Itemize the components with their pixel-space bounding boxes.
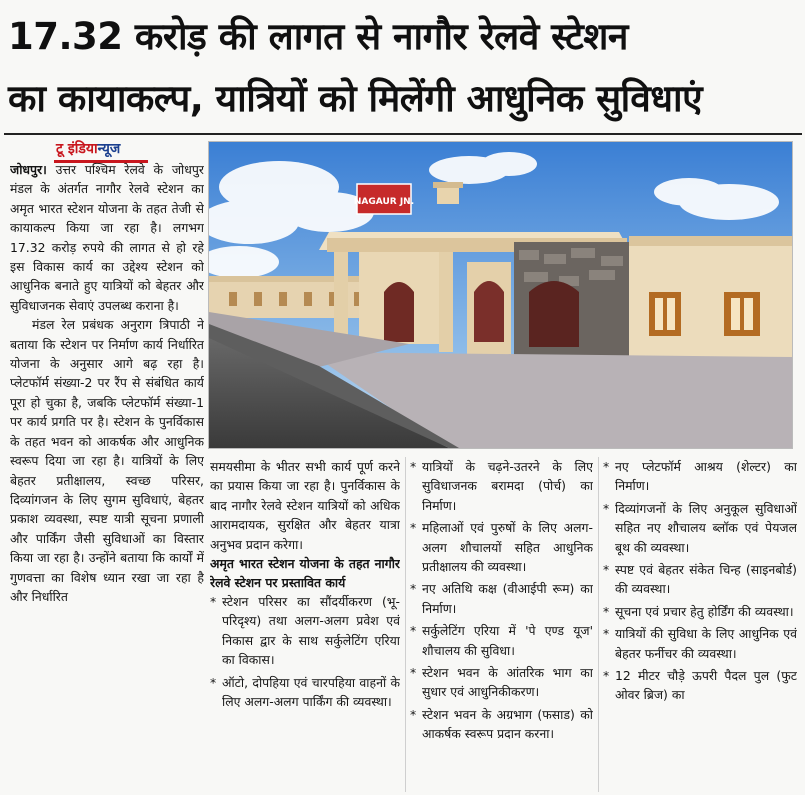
publication-logo <box>56 139 120 159</box>
list-item: * महिलाओं एवं पुरुषों के लिए अलग-अलग शौचालयों सहित आधुनिक प्रतीक्षालय की व्यवस्था। <box>410 520 593 575</box>
article-paragraph-3: समयसीमा के भीतर सभी कार्य पूर्ण करने का प्रयास किया जा रहा है। पुनर्विकास के बाद नागौर रेलवे स्टेशन यात्रियों को अधिक आरामदायक, सुरक्षित और बेहतर यात्रा अनुभव प्रदान करेगा। <box>210 459 400 552</box>
headline-line-1: 17.32 करोड़ की लागत से नागौर रेलवे स्टेशन <box>8 15 628 58</box>
proposed-works-subhead: अमृत भारत स्टेशन योजना के तहत नागौर रेलवे स्टेशन पर प्रस्तावित कार्य <box>210 556 400 591</box>
article-paragraph-1 <box>10 160 204 315</box>
list-item: * सूचना एवं प्रचार हेतु होर्डिंग की व्यवस्था। <box>603 603 794 619</box>
headline-line-2: का कायाकल्प, यात्रियों को मिलेंगी आधुनिक सुविधाएं <box>8 77 703 120</box>
list-item: * स्टेशन भवन के आंतरिक भाग का सुधार एवं आधुनिकीकरण। <box>410 665 593 700</box>
list-item: * 12 मीटर चौड़े ऊपरी पैदल पुल (फुट ओवर ब्रिज) का <box>603 668 797 703</box>
paragraph-1-text: उत्तर पश्चिम रेलवे के जोधपुर मंडल के अंतर्गत नागौर रेलवे स्टेशन का अमृत भारत स्टेशन योजना के तहत तेजी से कायाकल्प किया जा रहा है। लगभग 17.32 करोड़ रुपये की लागत से हो रहे इस विकास कार्य का उद्देश्य स्टेशन को आधुनिक बनाते हुए यात्रियों को बेहतर और सुविधाजनक सेवाएं उपलब्ध कराना है। <box>10 162 204 313</box>
list-item: * दिव्यांगजनों के लिए अनुकूल सुविधाओं सहित नए शौचालय ब्लॉक एवं पेयजल बूथ की व्यवस्था। <box>603 500 797 555</box>
article-column-3 <box>410 457 593 792</box>
proposed-works-list-a <box>210 592 400 711</box>
article-paragraph-2: मंडल रेल प्रबंधक अनुराग त्रिपाठी ने बताया कि स्टेशन पर निर्माण कार्य निर्धारित योजना के अनुसार आगे बढ़ रहा है। प्लेटफॉर्म संख्या-2 पर रैंप से संबंधित कार्य पूरा हो चुका है, जबकि प्लेटफॉर्म संख्या-1 पर कार्य प्रगति पर है। स्टेशन के पुनर्विकास के तहत भवन को आकर्षक और आधुनिक स्वरूप दिया जा रहा है। यात्रियों के लिए बेहतर प्रतीक्षालय, स्वच्छ परिसर, दिव्यांगजन के लिए सुगम सुविधाएं, बेहतर प्रकाश व्यवस्था, स्पष्ट यात्री सूचना प्रणाली और पार्किंग जैसी सुविधाओं का विस्तार किया जा रहा है। उन्होंने बताया कि कार्यों में गुणवत्ता का विशेष ध्यान रखा जा रहा है और निर्धारित <box>10 317 204 604</box>
list-item: * सर्कुलेटिंग एरिया में 'पे एण्ड यूज' शौचालय की सुविधा। <box>410 623 593 658</box>
dateline: जोधपुर। <box>10 162 47 177</box>
column-separator <box>598 457 599 792</box>
list-item: * यात्रियों के चढ़ने-उतरने के लिए सुविधाजनक बरामदा (पोर्च) का निर्माण। <box>410 459 593 513</box>
article-column-1 <box>10 160 204 792</box>
list-item: * स्टेशन भवन के अग्रभाग (फसाड) को आकर्षक स्वरूप प्रदान करना। <box>410 706 593 742</box>
proposed-works-list-b <box>410 457 593 744</box>
list-item: * स्टेशन परिसर का सौंदर्यीकरण (भू-परिदृश्य) तथा अलग-अलग प्रवेश एवं निकास द्वार के साथ सर्कुलेटिंग एरिया का विकास। <box>210 594 400 668</box>
headline <box>8 6 800 130</box>
station-rendering-photo <box>208 141 793 449</box>
list-item: * स्पष्ट एवं बेहतर संकेत चिन्ह (साइनबोर्ड) की व्यवस्था। <box>603 562 797 597</box>
logo-part-2: न्यूज <box>97 141 121 157</box>
headline-rule <box>4 133 802 135</box>
proposed-works-list-c <box>603 457 797 705</box>
list-item: * ऑटो, दोपहिया एवं चारपहिया वाहनों के लिए अलग-अलग पार्किंग की व्यवस्था। <box>210 674 400 710</box>
list-item: * यात्रियों की सुविधा के लिए आधुनिक एवं बेहतर फर्नीचर की व्यवस्था। <box>603 626 797 661</box>
article-column-4 <box>603 457 797 792</box>
station-rendering-image <box>209 142 792 448</box>
list-item: * नए अतिथि कक्ष (वीआईपी रूम) का निर्माण। <box>410 581 593 616</box>
column-separator <box>405 457 406 792</box>
list-item: * नए प्लेटफॉर्म आश्रय (शेल्टर) का निर्माण। <box>603 459 797 494</box>
station-sign-text: NAGAUR JN. <box>353 197 415 207</box>
logo-part-1: टू इंडिया <box>56 141 98 157</box>
article-column-2 <box>210 457 400 792</box>
